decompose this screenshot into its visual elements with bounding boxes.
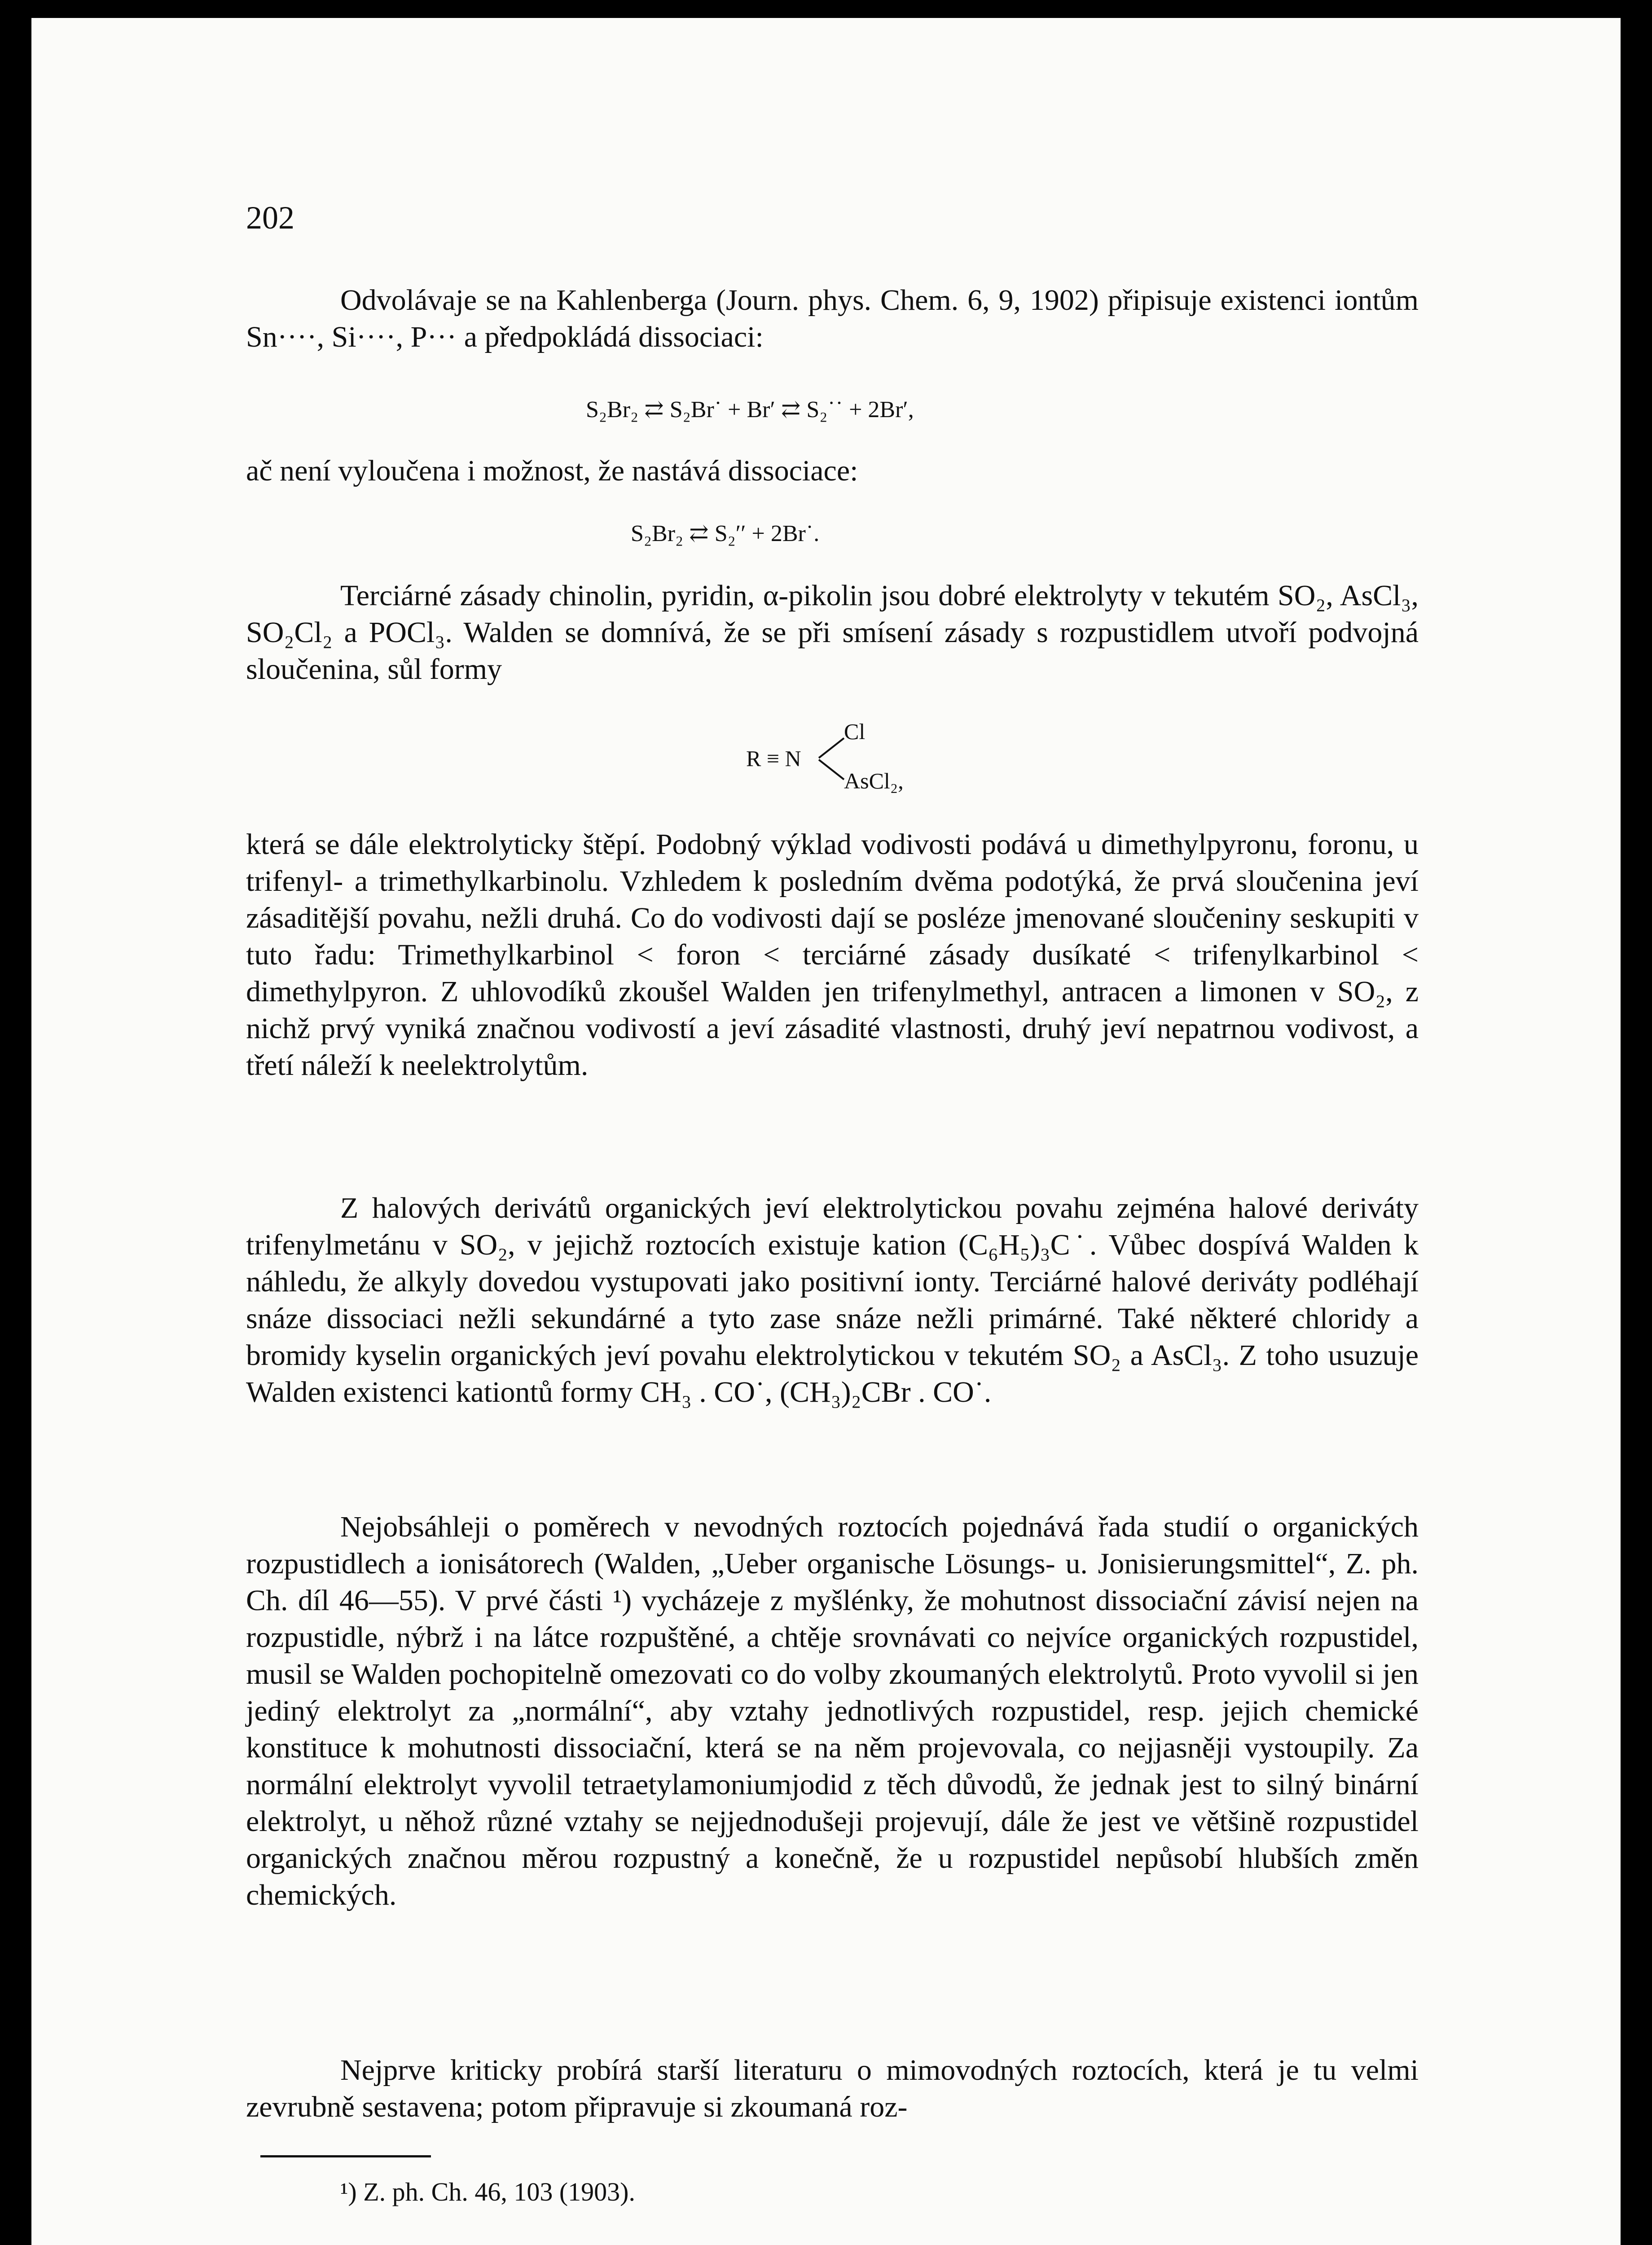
footnote: ¹) Z. ph. Ch. 46, 103 (1903). bbox=[340, 2177, 635, 2206]
paragraph-possibility: ač není vyloučena i možnost, že nastává dissociace: bbox=[246, 454, 858, 487]
formula-dissociation-2: S₂Br₂ ⇄ S₂′′ + 2Br˙. bbox=[631, 521, 820, 546]
page-number: 202 bbox=[246, 200, 294, 236]
formula-dissociation-1: S₂Br₂ ⇄ S₂Br˙ + Br′ ⇄ S₂˙˙ + 2Br′, bbox=[586, 397, 914, 423]
paragraph-organic-solvents: Nejobsáhleji o poměrech v nevodných roztocích pojednává řada studií o organických rozpustidlech a ionisátorech (Walden, „Ueber organische Lösungs- u. Jonisierungsmittel“, Z. ph. Ch. díl 46—55). V prvé části ¹) vycházeje z myšlénky, že mohutnost dissociační závisí nejen na rozpustidle, nýbrž i na látce rozpuštěné, a chtěje srovnávati co nejvíce organických rozpustidel, musil se Walden pochopitelně omezovati co do volby zkoumaných elektrolytů. Proto vyvolil si jen jediný elektrolyt za „normální“, aby vztahy jednotlivých rozpustidel, resp. jejich chemické konstituce k mohutnosti dissociační, která se na něm projevovala, co nejjasněji vystoupily. Za normální elektrolyt vyvolil tetraetylamoniumjodid z těch důvodů, že jednak jest to silný binární elektrolyt, u něhož různé vztahy se nejjednodušeji projevují, dále že jest ve většině rozpustidel organických značnou měrou rozpustný a konečně, že u rozpustidel nepůsobí hlubších změn chemických. bbox=[246, 1510, 1419, 1911]
footnote-divider bbox=[260, 2155, 431, 2157]
paragraph-halogen-derivatives: Z halových derivátů organických jeví elektrolytickou povahu zejména halové deriváty trifenylmetánu v SO₂, v jejichž roztocích existuje kation (C₆H₅)₃C˙. Vůbec dospívá Walden k náhledu, že alkyly dovedou vystupovati jako positivní ionty. Terciárné halové deriváty podléhají snáze dissociaci nežli sekundárné a tyto zase snáze nežli primárné. Také některé chloridy a bromidy kyselin organických jeví povahu elektrolytickou v tekutém SO₂ a AsCl₃. Z toho usuzuje Walden existenci kationtů formy CH₃ . CO˙, (CH₃)₂CBr . CO˙. bbox=[246, 1192, 1419, 1409]
paragraph-literature: Nejprve kriticky probírá starší literaturu o mimovodných roztocích, která je tu velmi zevrubně sestavena; potom připravuje si zkoumaná roz- bbox=[246, 2054, 1419, 2123]
paragraph-tertiary-bases: Terciárné zásady chinolin, pyridin, α-pikolin jsou dobré elektrolyty v tekutém SO₂, AsCl₃, SO₂Cl₂ a POCl₃. Walden se domnívá, že se při smísení zásady s rozpustidlem utvoří podvojná sloučenina, sůl formy bbox=[246, 579, 1419, 686]
structure-top: Cl bbox=[844, 719, 866, 744]
structure-left: R ≡ N bbox=[746, 746, 801, 771]
structure-bonds bbox=[817, 732, 847, 786]
paragraph-kahlenberg: Odvolávaje se na Kahlenberga (Journ. phys. Chem. 6, 9, 1902) připisuje existenci iontům Sn····, Si····, P··· a předpokládá dissociaci: bbox=[246, 284, 1419, 353]
paragraph-electrolytic-cleavage: která se dále elektrolyticky štěpí. Podobný výklad vodivosti podává u dimethylpyronu, foronu, u trifenyl- a trimethylkarbinolu. Vzhledem k posledním dvěma podotýká, že prvá sloučenina jeví zásaditější povahu, nežli druhá. Co do vodivosti dají se posléze jmenované sloučeniny seskupiti v tuto řadu: Trimethylkarbinol < foron < terciárné zásady dusíkaté < trifenylkarbinol < dimethylpyron. Z uhlovodíků zkoušel Walden jen trifenylmethyl, antracen a limonen v SO₂, z nichž prvý vyniká značnou vodivostí a jeví zásadité vlastnosti, druhý jeví nepatrnou vodivost, a třetí náleží k neelektrolytům. bbox=[246, 828, 1419, 1082]
structure-bottom: AsCl₂, bbox=[844, 768, 904, 793]
